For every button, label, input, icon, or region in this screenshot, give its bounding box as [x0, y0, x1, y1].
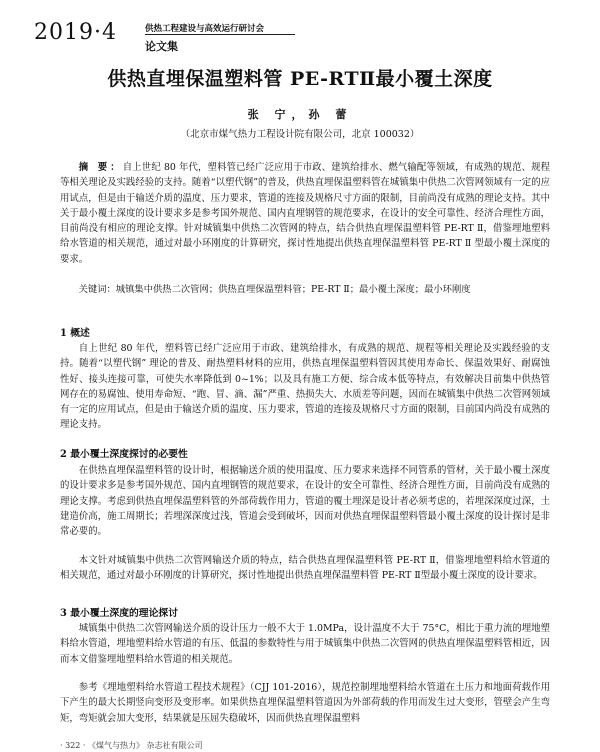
header-divider	[145, 34, 295, 35]
section-heading-1: 1 概述	[60, 328, 90, 339]
keywords	[60, 282, 550, 297]
paper-authors: 张 宁，孙 蕾	[247, 108, 353, 121]
section-heading-3: 3 最小覆土深度的理论探讨	[60, 608, 178, 619]
body-paragraph-3: 本文针对城镇集中供热二次管网输送介质的特点，结合供热直埋保温塑料管 PE-RT Ⅱ，借鉴埋地塑料给水管道的相关规范，通过对最小环刚度的计算研究，探讨性地提出供热直埋保温塑料管 PE-RT Ⅱ型最小覆土深度的设计要求。	[60, 555, 550, 582]
body-paragraph-4: 城镇集中供热二次管网输送介质的设计压力一般不大于 1.0MPa，设计温度不大于 75°C，相比于重力流的埋地塑料给水管道，埋地塑料给水管道的有压、低温的参数特性与用于城镇集中供热二次管网的供热直埋保温塑料管相近，因而本文借鉴埋地塑料给水管道的相关规范。	[60, 623, 550, 665]
section-heading-2: 2 最小覆土深度探讨的必要性	[60, 449, 188, 460]
conference-name: 供热工程建设与高效运行研讨会	[145, 24, 265, 34]
paper-title: 供热直埋保温塑料管 PE-RTⅡ最小覆土深度	[107, 68, 493, 90]
author-affiliation: （北京市煤气热力工程设计院有限公司，北京 100032）	[180, 129, 420, 140]
abstract	[60, 160, 550, 267]
keywords-text: 城镇集中供热二次管网；供热直埋保温塑料管；PE-RT Ⅱ；最小覆土深度；最小环刚度	[115, 284, 471, 295]
abstract-label: 摘 要：	[78, 162, 123, 173]
body-paragraph-5: 参考《埋地塑料给水管道工程技术规程》（CJJ 101-2016），规范控制埋地塑料给水管道在土压力和地面荷载作用下产生的最大长期竖向变形及变形率。如果供热直埋保温塑料管道因为外部荷载的作用而发生过大变形，管壁会产生弯矩，弯矩就会加大变形，结果就是压屈失稳破坏，因而供热直埋保温塑料	[60, 682, 550, 724]
body-paragraph-1: 自上世纪 80 年代，塑料管已经广泛应用于市政、建筑给排水，有成熟的规范、规程等相关理论及实践经验的支持。随着“以塑代钢” 理论的普及、耐热塑料材料的应用，供热直埋保温塑料管因其使用寿命长、保温效果好、耐腐蚀性好、接头连接可靠，可使失水率降低到 0~1%；以及具有施工方便、综合成本低等特点，有效解决目前集中供热管网存在的易腐蚀、使用寿命短、“跑、冒、滴、漏”严重、热损失大、水质差等问题，因而在城镇集中供热二次管网领域有一定的应用试点，但是由于输送介质的温度、压力要求，管道的连接及规格尺寸方面的限制，目前国内尚没有成熟的理论支持。	[60, 343, 550, 431]
body-paragraph-2: 在供热直埋保温塑料管的设计时，根据输送介质的使用温度、压力要求来选择不同管系的管材，关于最小覆土深度的设计要求多是参考国外规范、国内直埋钢管的规范要求，在设计的安全可靠性、经济合理性方面，目前尚没有成熟的理论支撑。考虑到供热直埋保温塑料管的外部荷载作用力，管道的覆土埋深是设计者必须考虑的，若埋深深度过深，土建造价高，施工周期长；若埋深深度过浅，管道会受到破坏，因而对供热直埋保温塑料管最小覆土深度的设计探讨是非常必要的。	[60, 465, 550, 538]
page-footer: · 322 · 《煤气与热力》 杂志社有限公司	[60, 741, 203, 750]
keywords-label: 关键词：	[78, 284, 116, 295]
issue-number: 2019·4	[34, 20, 117, 45]
column-name: 论文集	[145, 40, 178, 53]
abstract-text: 自上世纪 80 年代，塑料管已经广泛应用于市政、建筑给排水、燃气输配等领域，有成熟的规范、规程等相关理论及实践经验的支持。随着“以塑代钢”的普及，供热直埋保温塑料管在城镇集中供热二次管网领域有一定的应用试点，但是由于输送介质的温度、压力要求，管道的连接及规格尺寸方面的限制，目前尚没有成熟的理论支持。其中关于最小覆土深度的设计要求多是参考国外规范、国内直埋钢管的规范要求，在设计的安全可靠性、经济合理性方面，目前尚没有相应的理论支撑。针对城镇集中供热二次管网的特点，结合供热直埋保温塑料管 PE-RT Ⅱ，借鉴埋地塑料给水管道的相关规范，通过对最小环刚度的计算研究，探讨性地提出供热直埋保温塑料管 PE-RT Ⅱ 型最小覆土深度的要求。	[60, 162, 551, 265]
